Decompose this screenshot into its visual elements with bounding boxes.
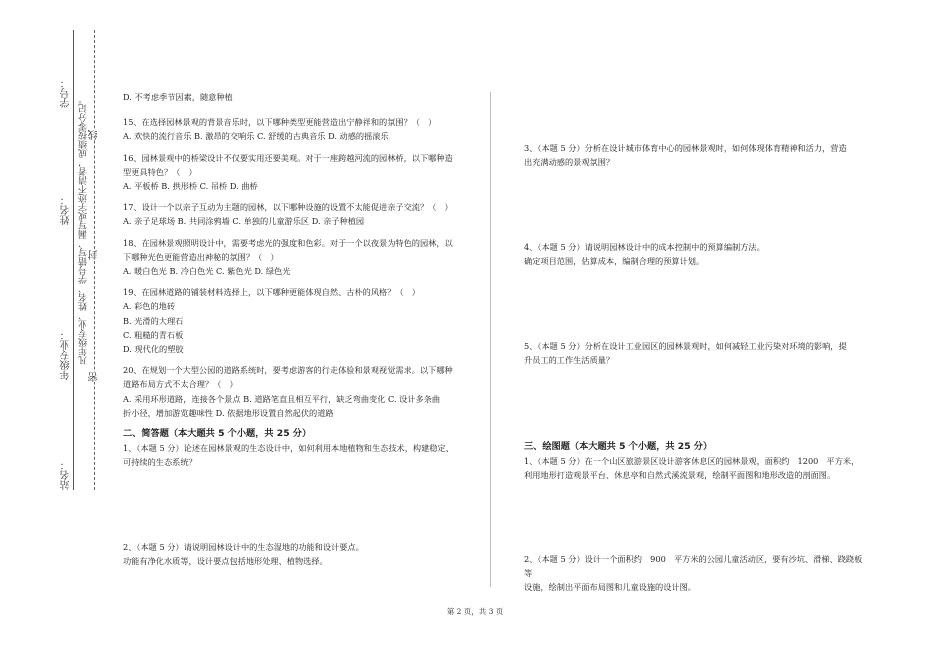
question-15 bbox=[123, 115, 468, 143]
binding-warning: 凡年级专业、姓名、学号错写、漏写或字迹不清者，成绩按零分记。 bbox=[79, 95, 89, 365]
q19-stem: 19、在园林道路的铺装材料选择上，以下哪种更能体现自然、古朴的风格？（ ） bbox=[123, 287, 420, 298]
question-19 bbox=[123, 285, 468, 356]
s2-q5-line-1: 5、（本题 5 分）分析在设计工业园区的园林景观时，如何减轻工业污染对环境的影响，提 bbox=[524, 341, 847, 351]
station-label: 站名： bbox=[61, 460, 72, 490]
q18-stem-2: 下哪种光色更能营造出神秘的氛围？（ ） bbox=[123, 251, 279, 262]
question-20 bbox=[123, 363, 468, 420]
q14-option-d: D. 不考虑季节因素，随意种植 bbox=[123, 92, 233, 102]
s3-question-2 bbox=[524, 552, 864, 595]
s2-q5-line-2: 升员工的工作生活质量？ bbox=[524, 355, 615, 366]
q19-option: B. 光滑的大理石 bbox=[123, 315, 184, 326]
s2-q2-line-2: 功能有净化水质等，设计要点包括地形处理、植物选择。 bbox=[123, 556, 328, 567]
q16-options: A. 平板桥 B. 拱形桥 C. 吊桥 D. 曲桥 bbox=[123, 181, 258, 192]
student-id-label: 学号： bbox=[61, 78, 72, 108]
s2-question-4 bbox=[524, 240, 864, 268]
s3-q2-line-2: 设施，绘制出平面布局图和儿童设施的设计图。 bbox=[524, 582, 696, 593]
section-3-title: 三、绘图题（本大题共 5 个小题，共 25 分） bbox=[524, 441, 713, 452]
binding-xian-mark: 线 bbox=[89, 130, 100, 140]
q14-tail bbox=[123, 90, 468, 104]
binding-mi-mark: 密 bbox=[89, 372, 100, 382]
question-17 bbox=[123, 200, 468, 228]
page-footer: 第 2 页，共 3 页 bbox=[446, 607, 504, 616]
s2-q1-line-1: 1、（本题 5 分）论述在园林景观的生态设计中，如何利用本地植物和生态技术，构建稳定、 bbox=[123, 443, 454, 454]
column-divider bbox=[490, 92, 491, 587]
question-16 bbox=[123, 151, 468, 194]
s2-q2-line-1: 2、（本题 5 分）请说明园林设计中的生态湿地的功能和设计要点。 bbox=[123, 542, 364, 552]
s2-question-3 bbox=[524, 141, 864, 169]
section-2-title: 二、简答题（本大题共 5 个小题，共 25 分） bbox=[123, 428, 312, 440]
s2-question-2 bbox=[123, 540, 468, 568]
question-18 bbox=[123, 236, 468, 279]
binding-dashed-line bbox=[94, 30, 95, 490]
q20-options-2: 折小径，增加游览趣味性 D. 依据地形设置自然起伏的道路 bbox=[123, 407, 334, 418]
s2-q4-line-1: 4、（本题 5 分）请说明园林设计中的成本控制中的预算编制方法。 bbox=[524, 242, 765, 252]
grade-major-label: 年级专业： bbox=[61, 330, 72, 380]
q17-options: A. 亲子足球场 B. 共同涂鸦墙 C. 单独的儿童游乐区 D. 亲子种植园 bbox=[123, 216, 365, 227]
s3-q1-line-2: 利用地形打造观景平台、休息亭和自然式溪流景观，绘制平面图和地形改造的剖面图。 bbox=[524, 470, 836, 481]
section-3 bbox=[524, 440, 864, 483]
binding-solid-line bbox=[73, 30, 74, 490]
s2-q1-line-2: 可持续的生态系统？ bbox=[123, 457, 197, 468]
s2-q4-line-2: 确定项目范围，估算成本，编制合理的预算计划。 bbox=[524, 256, 705, 267]
q19-option: A. 彩色的地砖 bbox=[123, 301, 176, 312]
s2-question-5 bbox=[524, 339, 864, 367]
q20-stem-1: 20、在规划一个大型公园的道路系统时，要考虑游客的行走体验和景观视觉需求。以下哪种 bbox=[123, 365, 453, 376]
s3-q1-line-1: 1、（本题 5 分）在一个山区旅游景区设计游客休息区的园林景观，面积约 1200 平方米， bbox=[524, 456, 860, 467]
s2-q3-line-2: 出充满动感的景观氛围？ bbox=[524, 157, 615, 168]
q16-stem-1: 16、园林景观中的桥梁设计不仅要实用还要美观。对于一座跨越河流的园林桥，以下哪种造 bbox=[123, 152, 453, 163]
name-label: 姓名： bbox=[61, 195, 72, 225]
binding-feng-mark: 封 bbox=[89, 250, 100, 260]
q15-stem: 15、在选择园林景观的背景音乐时，以下哪种类型更能营造出宁静祥和的氛围？（ ） bbox=[123, 117, 437, 128]
q19-option: C. 粗糙的青石板 bbox=[123, 329, 184, 340]
q18-stem-1: 18、在园林景观照明设计中，需要考虑光的强度和色彩。对于一个以夜景为特色的园林，以 bbox=[123, 237, 453, 248]
q17-stem: 17、设计一个以亲子互动为主题的园林，以下哪种设施的设置不太能促进亲子交流？（ ） bbox=[123, 202, 453, 213]
s2-q3-line-1: 3、（本题 5 分）分析在设计城市体育中心的园林景观时，如何体现体育精神和活力，营造 bbox=[524, 143, 847, 153]
q18-options: A. 暖白色光 B. 冷白色光 C. 紫色光 D. 绿色光 bbox=[123, 266, 291, 277]
q19-option: D. 现代化的塑胶 bbox=[123, 344, 184, 355]
q20-options-1: A. 采用环形道路，连接各个景点 B. 道路笔直且相互平行，缺乏弯曲变化 C. 设计多条曲 bbox=[123, 393, 441, 404]
q20-stem-2: 道路布局方式不太合理？（ ） bbox=[123, 379, 238, 390]
left-column bbox=[123, 90, 468, 470]
q16-stem-2: 型更具特色？（ ） bbox=[123, 166, 197, 177]
s3-q2-line-1: 2、（本题 5 分）设计一个面积约 900 平方米的公园儿童活动区，要有沙坑、滑梯、跷跷板等 bbox=[524, 554, 863, 579]
binding-margin bbox=[0, 0, 110, 672]
q15-options: A. 欢快的流行音乐 B. 激昂的交响乐 C. 舒缓的古典音乐 D. 动感的摇滚乐 bbox=[123, 131, 389, 142]
